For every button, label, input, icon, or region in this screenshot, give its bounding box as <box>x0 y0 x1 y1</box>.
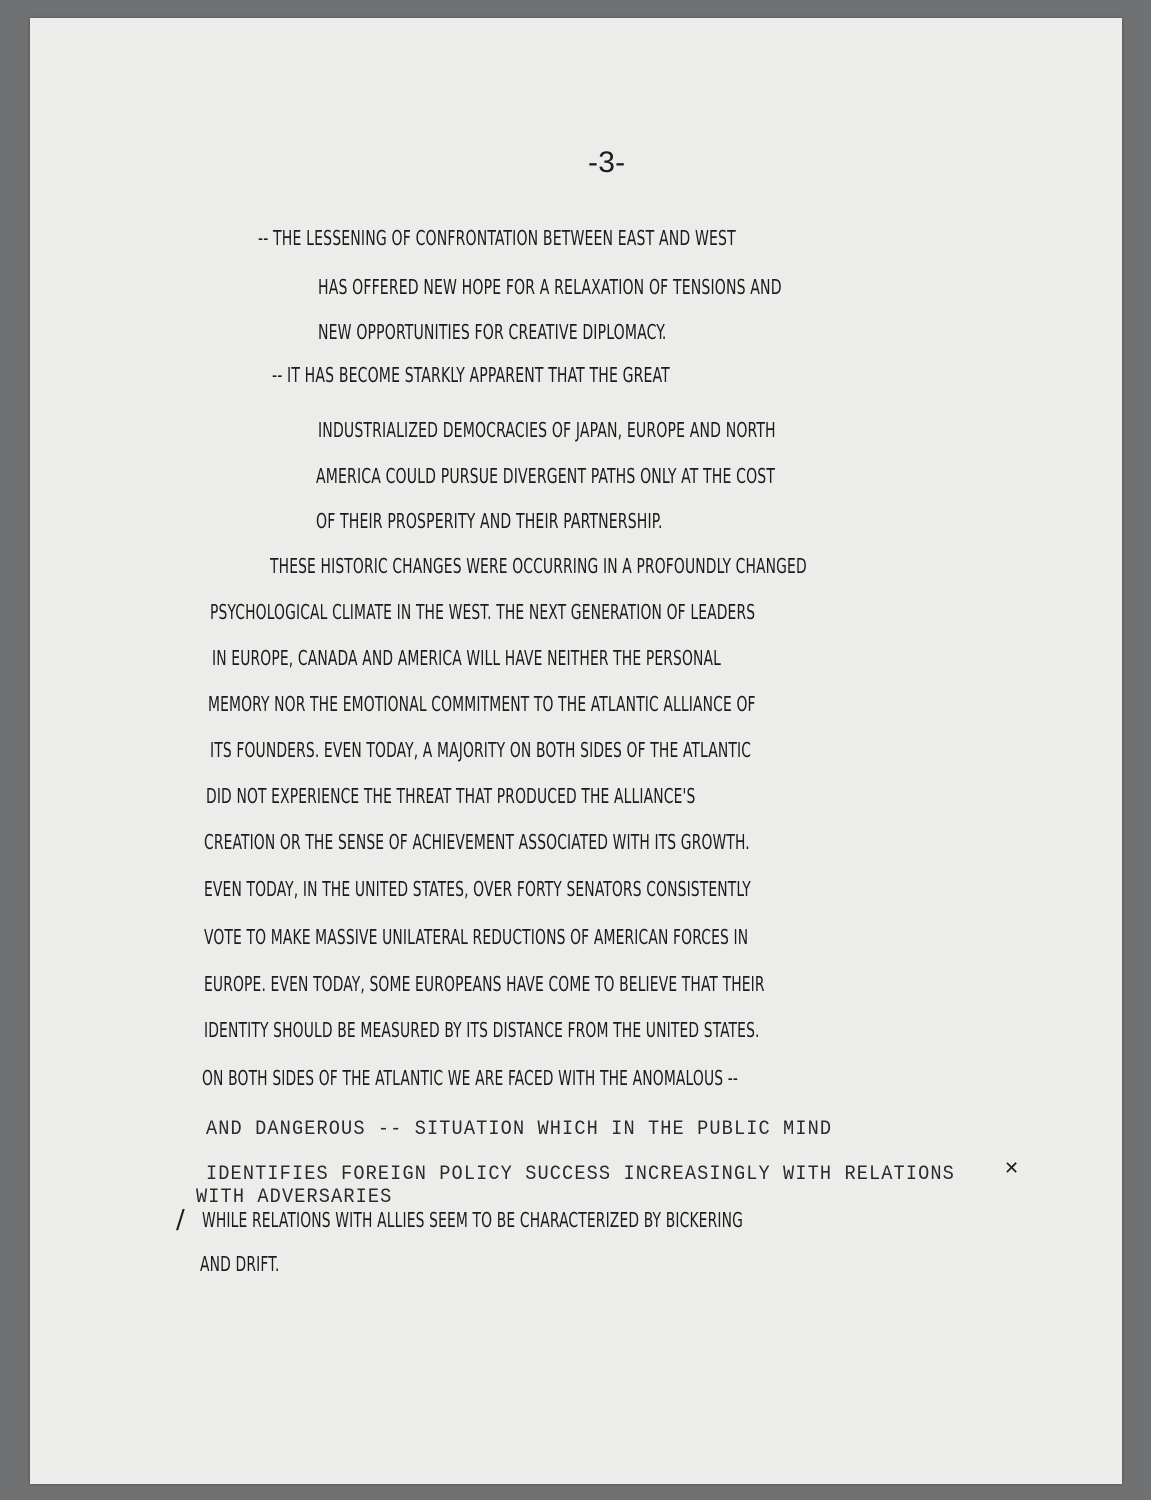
paragraph-line: CREATION OR THE SENSE OF ACHIEVEMENT ASSOCIATED WITH ITS GROWTH. <box>204 830 750 854</box>
handwritten-slash-mark: / <box>176 1205 185 1235</box>
bullet-line: -- THE LESSENING OF CONFRONTATION BETWEEN EAST AND WEST <box>258 226 736 250</box>
paragraph-line: MEMORY NOR THE EMOTIONAL COMMITMENT TO THE ATLANTIC ALLIANCE OF <box>208 692 756 716</box>
bullet-line: INDUSTRIALIZED DEMOCRACIES OF JAPAN, EUROPE AND NORTH <box>318 418 776 442</box>
paragraph-line: THESE HISTORIC CHANGES WERE OCCURRING IN A PROFOUNDLY CHANGED <box>270 554 807 578</box>
bullet-line: NEW OPPORTUNITIES FOR CREATIVE DIPLOMACY. <box>318 320 667 344</box>
bullet-line: -- IT HAS BECOME STARKLY APPARENT THAT THE GREAT <box>272 363 670 387</box>
paragraph-line: VOTE TO MAKE MASSIVE UNILATERAL REDUCTIONS OF AMERICAN FORCES IN <box>204 925 749 949</box>
paragraph-line: PSYCHOLOGICAL CLIMATE IN THE WEST. THE NEXT GENERATION OF LEADERS <box>210 600 756 624</box>
paragraph-line: EUROPE. EVEN TODAY, SOME EUROPEANS HAVE COME TO BELIEVE THAT THEIR <box>204 972 765 996</box>
correction-x-mark: ✕ <box>1004 1158 1020 1179</box>
bullet-line: OF THEIR PROSPERITY AND THEIR PARTNERSHIP. <box>316 509 663 533</box>
typed-insert-line: AND DANGEROUS -- SITUATION WHICH IN THE PUBLIC MIND <box>206 1118 833 1141</box>
paragraph-line: ITS FOUNDERS. EVEN TODAY, A MAJORITY ON BOTH SIDES OF THE ATLANTIC <box>210 738 752 762</box>
page-number: -3- <box>588 146 626 179</box>
paragraph-line: IDENTITY SHOULD BE MEASURED BY ITS DISTANCE FROM THE UNITED STATES. <box>204 1018 760 1042</box>
paragraph-line: DID NOT EXPERIENCE THE THREAT THAT PRODUCED THE ALLIANCE'S <box>206 784 696 808</box>
paragraph-line: AND DRIFT. <box>200 1252 280 1276</box>
paragraph-line: ON BOTH SIDES OF THE ATLANTIC WE ARE FACED WITH THE ANOMALOUS -- <box>202 1066 739 1090</box>
typed-insert-line: WITH ADVERSARIES <box>196 1186 393 1209</box>
bullet-line: HAS OFFERED NEW HOPE FOR A RELAXATION OF TENSIONS AND <box>318 275 782 299</box>
paragraph-line: EVEN TODAY, IN THE UNITED STATES, OVER FORTY SENATORS CONSISTENTLY <box>204 877 751 901</box>
bullet-line: AMERICA COULD PURSUE DIVERGENT PATHS ONLY AT THE COST <box>316 464 776 488</box>
paragraph-line: WHILE RELATIONS WITH ALLIES SEEM TO BE CHARACTERIZED BY BICKERING <box>202 1208 744 1232</box>
paragraph-line: IN EUROPE, CANADA AND AMERICA WILL HAVE NEITHER THE PERSONAL <box>212 646 722 670</box>
typed-insert-line: IDENTIFIES FOREIGN POLICY SUCCESS INCREASINGLY WITH RELATIONS <box>206 1163 955 1186</box>
